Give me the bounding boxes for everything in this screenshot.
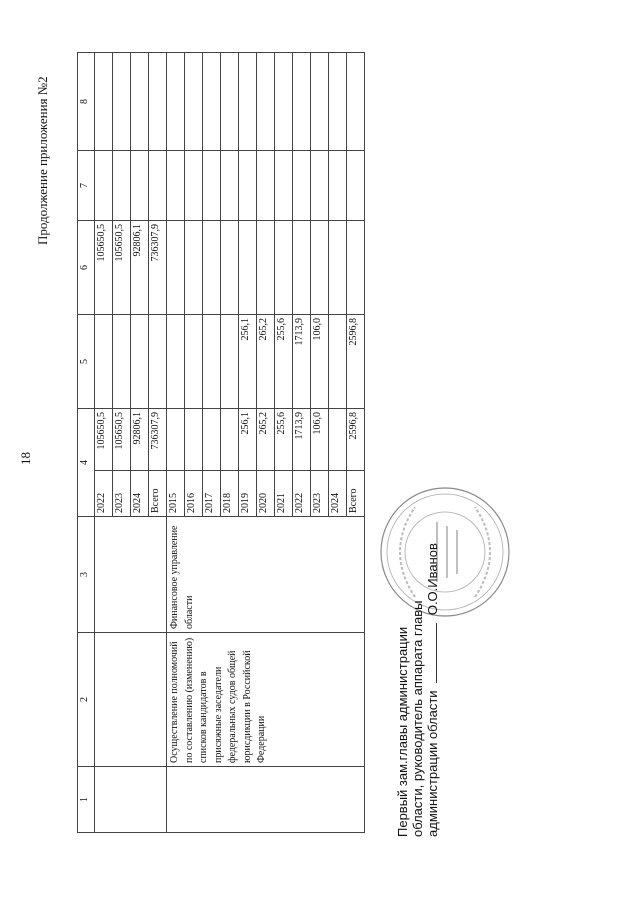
col7-cell: [167, 151, 185, 221]
signature-scribble: [436, 623, 437, 683]
total-cell: 265,2: [257, 409, 275, 471]
signature-line: Первый зам.главы администрации: [395, 626, 410, 837]
column-number: 7: [78, 151, 95, 221]
year-cell: Всего: [149, 471, 167, 517]
cell-col1: [167, 767, 365, 833]
year-cell: 2024: [131, 471, 149, 517]
column-number: 4: [78, 409, 95, 517]
cell-col3: [95, 517, 167, 633]
year-cell: 2021: [275, 471, 293, 517]
year-cell: 2019: [239, 471, 257, 517]
col7-cell: [185, 151, 203, 221]
activity-name: Осуществление полномочий по составлению (изменению) списков кандидатов в присяжные заседатели федеральных судов общей юрисдикции в Российской Федерации: [167, 633, 365, 767]
col8-cell: [185, 53, 203, 151]
col6-cell: [293, 221, 311, 315]
total-cell: 2596,8: [347, 409, 365, 471]
col5-cell: [149, 315, 167, 409]
cell-col1: [95, 767, 167, 833]
column-number-row: [78, 53, 95, 833]
cell-col2: [95, 633, 167, 767]
year-cell: 2017: [203, 471, 221, 517]
col7-cell: [239, 151, 257, 221]
col8-cell: [311, 53, 329, 151]
total-cell: [167, 409, 185, 471]
appendix-continuation-header: Продолжение приложения №2: [35, 76, 50, 245]
total-cell: 106,0: [311, 409, 329, 471]
table-row: [95, 53, 113, 833]
total-cell: 92806,1: [131, 409, 149, 471]
col5-cell: [185, 315, 203, 409]
total-cell: [185, 409, 203, 471]
signature-line: области, руководитель аппарата главы: [410, 600, 425, 837]
column-number: 6: [78, 221, 95, 315]
col8-cell: [275, 53, 293, 151]
col8-cell: [149, 53, 167, 151]
total-cell: [203, 409, 221, 471]
total-cell: 105650,5: [113, 409, 131, 471]
col6-cell: [239, 221, 257, 315]
year-cell: 2023: [113, 471, 131, 517]
col8-cell: [329, 53, 347, 151]
total-cell: [221, 409, 239, 471]
col6-cell: [329, 221, 347, 315]
col6-cell: [221, 221, 239, 315]
year-cell: 2016: [185, 471, 203, 517]
total-cell: 736307,9: [149, 409, 167, 471]
col7-cell: [221, 151, 239, 221]
column-number: 2: [78, 633, 95, 767]
total-cell: [329, 409, 347, 471]
col6-cell: [203, 221, 221, 315]
col7-cell: [329, 151, 347, 221]
col5-cell: [131, 315, 149, 409]
col7-cell: [131, 151, 149, 221]
col5-cell: [329, 315, 347, 409]
col6-cell: 105650,5: [113, 221, 131, 315]
col7-cell: [203, 151, 221, 221]
col5-cell: [221, 315, 239, 409]
year-cell: 2022: [95, 471, 113, 517]
col5-cell: [113, 315, 131, 409]
signature-line: [425, 543, 440, 837]
col7-cell: [257, 151, 275, 221]
col8-cell: [293, 53, 311, 151]
col6-cell: [347, 221, 365, 315]
page-number: 18: [18, 452, 33, 465]
col7-cell: [149, 151, 167, 221]
total-cell: 256,1: [239, 409, 257, 471]
col6-cell: [311, 221, 329, 315]
col5-cell: 106,0: [311, 315, 329, 409]
col7-cell: [311, 151, 329, 221]
table-row: [167, 53, 185, 833]
budget-table: [77, 52, 365, 833]
col7-cell: [95, 151, 113, 221]
col8-cell: [113, 53, 131, 151]
col8-cell: [203, 53, 221, 151]
col5-cell: 255,6: [275, 315, 293, 409]
total-cell: 105650,5: [95, 409, 113, 471]
year-cell: Всего: [347, 471, 365, 517]
year-cell: 2024: [329, 471, 347, 517]
year-cell: 2023: [311, 471, 329, 517]
col8-cell: [167, 53, 185, 151]
col6-cell: 92806,1: [131, 221, 149, 315]
column-number: 1: [78, 767, 95, 833]
col6-cell: 105650,5: [95, 221, 113, 315]
col7-cell: [347, 151, 365, 221]
col8-cell: [131, 53, 149, 151]
column-number: 8: [78, 53, 95, 151]
col6-cell: [257, 221, 275, 315]
col6-cell: [185, 221, 203, 315]
year-cell: 2020: [257, 471, 275, 517]
col7-cell: [275, 151, 293, 221]
col8-cell: [257, 53, 275, 151]
col8-cell: [347, 53, 365, 151]
col5-cell: 2596,8: [347, 315, 365, 409]
col8-cell: [95, 53, 113, 151]
col8-cell: [239, 53, 257, 151]
signatory-name: О.О.Иванов: [425, 543, 440, 616]
col7-cell: [293, 151, 311, 221]
executor-name: Финансовое управление области: [167, 517, 365, 633]
col8-cell: [221, 53, 239, 151]
total-cell: 1713,9: [293, 409, 311, 471]
column-number: 5: [78, 315, 95, 409]
col5-cell: [95, 315, 113, 409]
signature-block: [395, 543, 440, 837]
col6-cell: [275, 221, 293, 315]
column-number: 3: [78, 517, 95, 633]
year-cell: 2022: [293, 471, 311, 517]
signature-line: администрации области: [425, 690, 440, 837]
col5-cell: 256,1: [239, 315, 257, 409]
col5-cell: [203, 315, 221, 409]
col5-cell: 265,2: [257, 315, 275, 409]
total-cell: 255,6: [275, 409, 293, 471]
col5-cell: 1713,9: [293, 315, 311, 409]
year-cell: 2018: [221, 471, 239, 517]
col6-cell: [167, 221, 185, 315]
col6-cell: 736307,9: [149, 221, 167, 315]
col7-cell: [113, 151, 131, 221]
year-cell: 2015: [167, 471, 185, 517]
col5-cell: [167, 315, 185, 409]
